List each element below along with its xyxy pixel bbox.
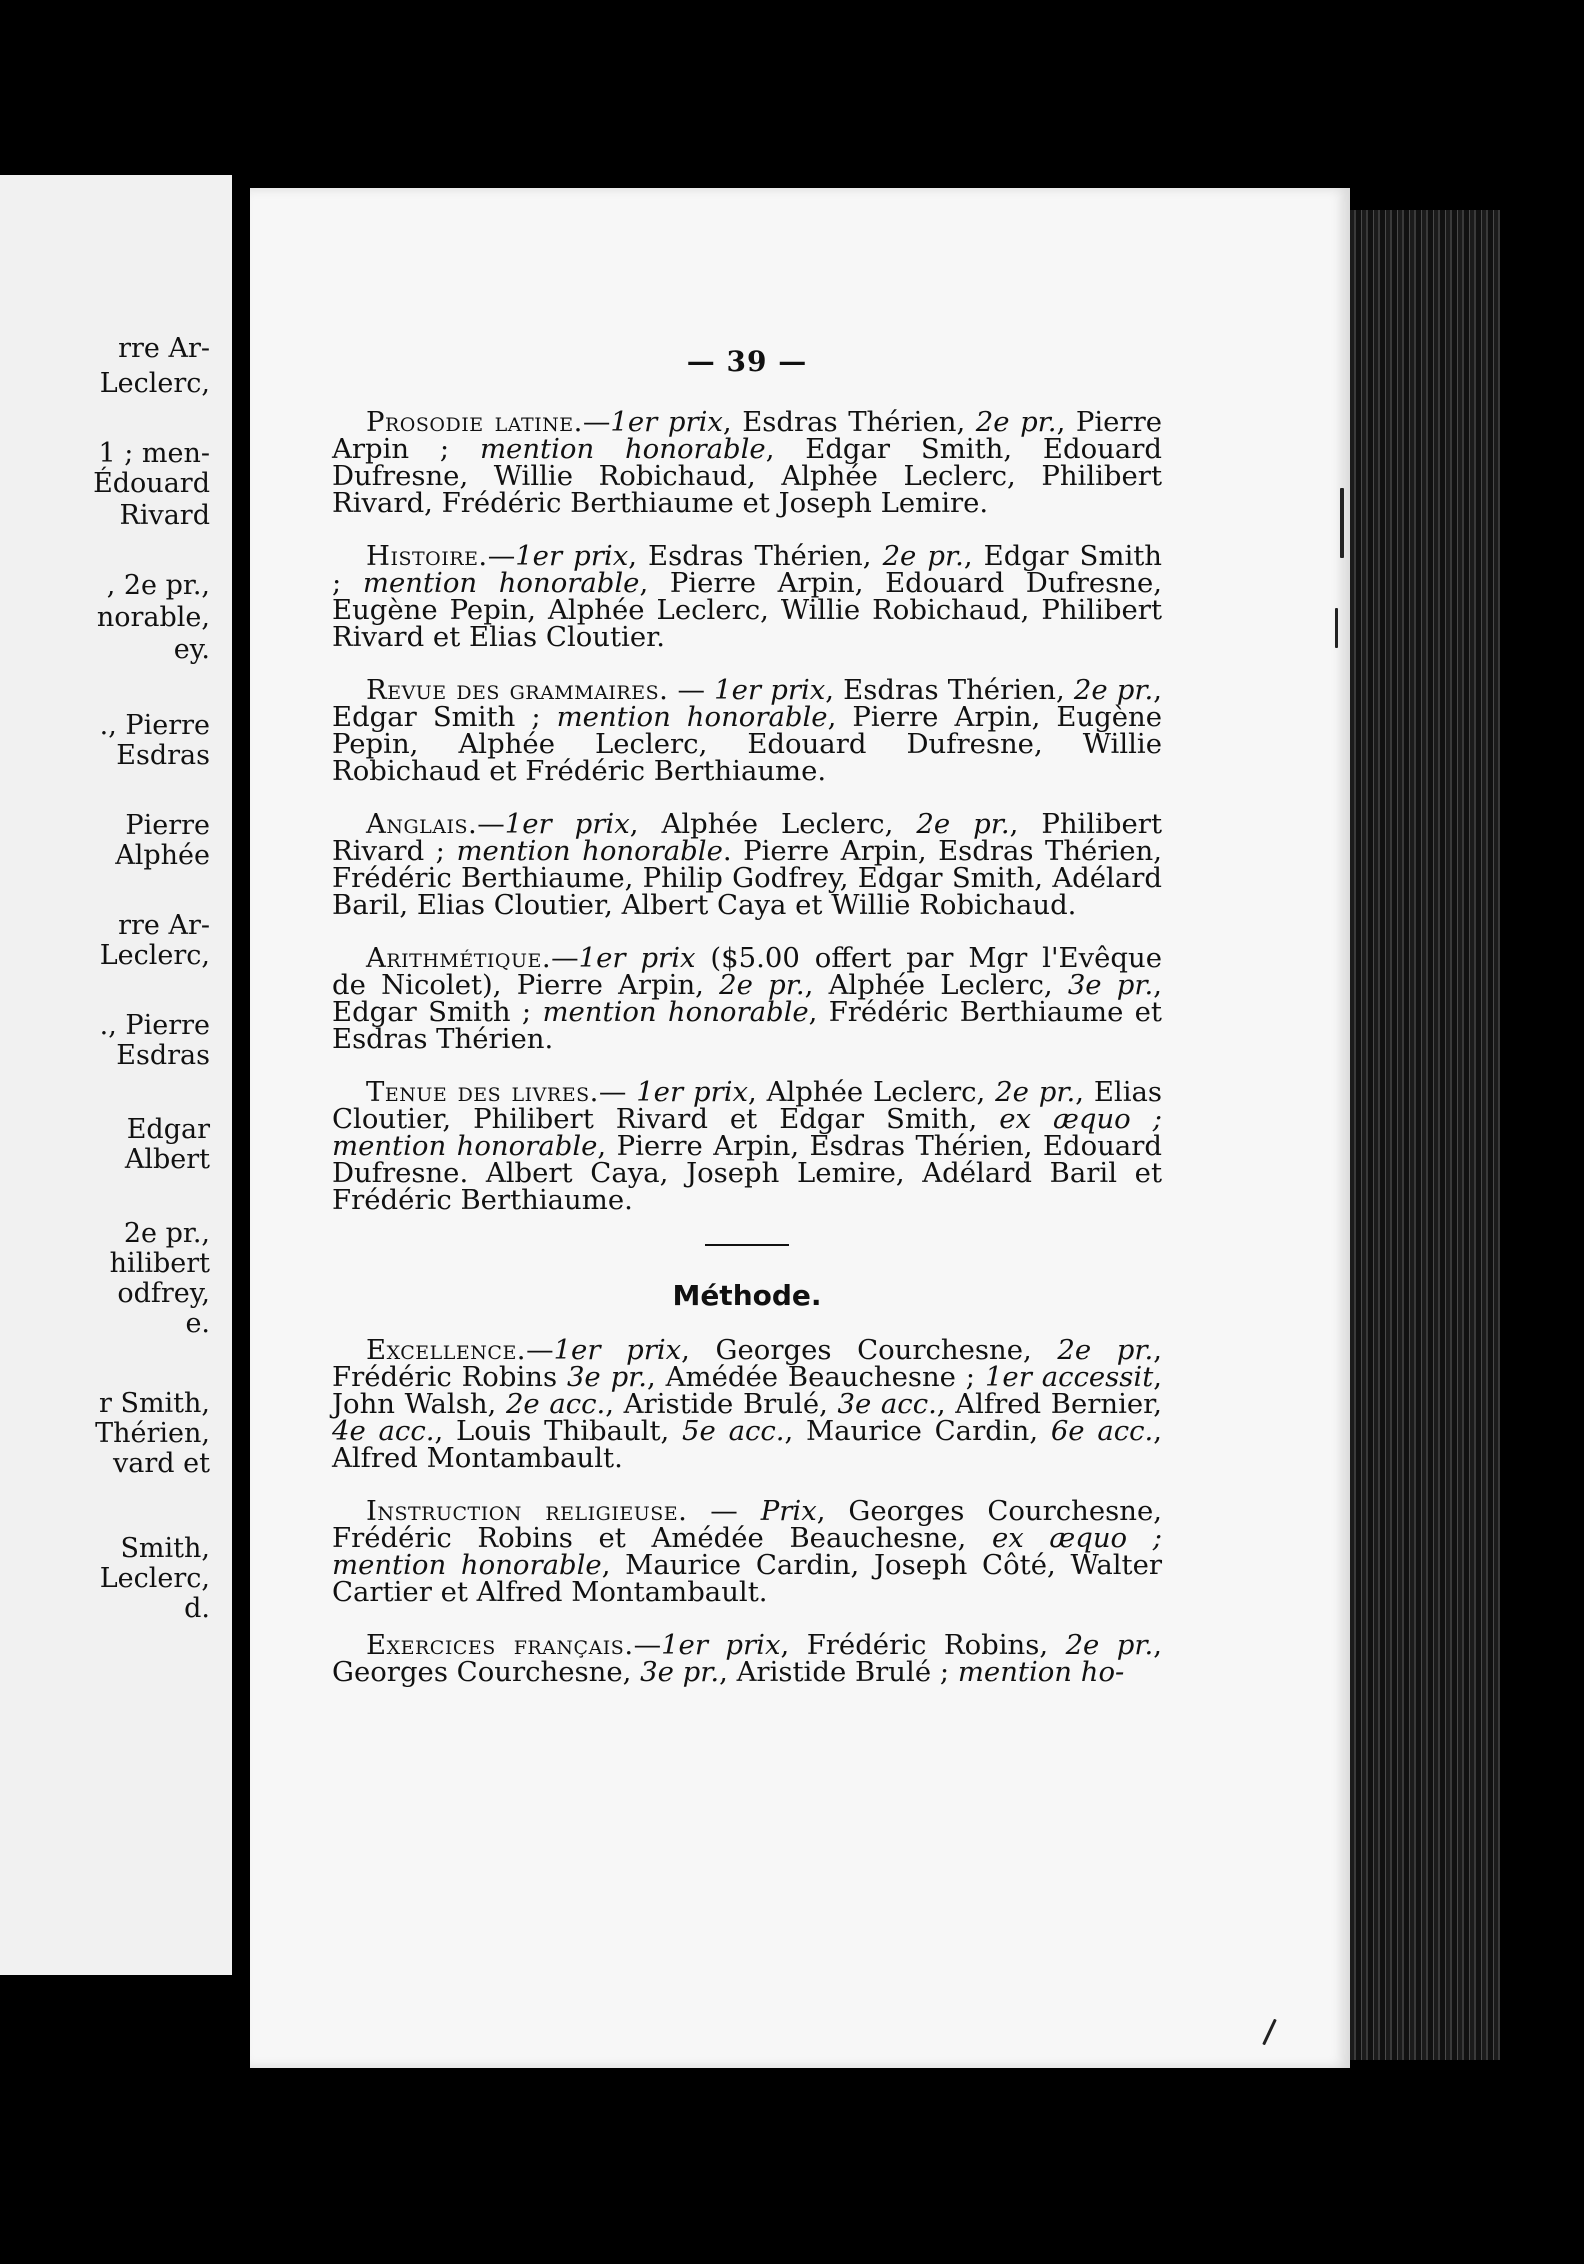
paragraph-text: , Pierre Arpin, Edouard Dufresne, Eugène Pepin, Alphée Leclerc, Willie Robichaud, Philibert Rivard et Elias Cloutier. (332, 567, 1163, 653)
left-page-text-fragment: Pierre (125, 810, 210, 841)
subject-heading: Histoire. (366, 540, 488, 572)
italic-text: 1er prix (714, 674, 826, 706)
paragraph-text: , Esdras Thérien, (722, 406, 976, 438)
subject-heading: Exercices français. (366, 1629, 634, 1661)
paragraph-text: — (487, 540, 516, 572)
paragraph-text: , Frédéric Robins, (780, 1629, 1066, 1661)
italic-text: mention honorable (542, 996, 809, 1028)
subject-heading: Excellence. (366, 1334, 527, 1366)
paragraph-text: , Maurice Cardin, Joseph Côté, Walter Cartier et Alfred Montambault. (332, 1549, 1163, 1608)
paragraph-text: — (526, 1334, 554, 1366)
paragraph-text: — (633, 1629, 662, 1661)
paragraph-text: , Maurice Cardin, (784, 1415, 1051, 1447)
page-number: — 39 — (686, 345, 808, 378)
italic-text: mention ho- (957, 1656, 1125, 1688)
paragraph-text: , Alfred Montambault. (332, 1415, 1163, 1474)
prize-paragraph (332, 540, 1163, 653)
italic-text: ex æquo ; mention honorable (332, 1522, 1162, 1581)
italic-text: 1er prix (504, 808, 630, 840)
scan-mark (1262, 2019, 1277, 2046)
italic-text: 3e pr. (566, 1361, 648, 1393)
italic-text: mention honorable (362, 567, 640, 599)
section-title: Méthode. (672, 1279, 822, 1312)
paragraph-text: ($5.00 offert par Mgr l'Evêque de Nicolet), Pierre Arpin, (332, 942, 1162, 1001)
italic-text: 2e pr. (1057, 1334, 1154, 1366)
paragraph-text: , Aristide Brulé, (605, 1388, 838, 1420)
italic-text: 2e acc. (505, 1388, 606, 1420)
italic-text: 1er prix (636, 1076, 749, 1108)
left-page-text-fragment: hilibert (109, 1248, 210, 1279)
left-page-text-fragment: Smith, (120, 1533, 210, 1564)
paragraph-text: , Alphée Leclerc, (629, 808, 917, 840)
italic-text: 2e pr. (882, 540, 964, 572)
italic-text: 3e acc. (837, 1388, 937, 1420)
paragraph-text: , Louis Thibault, (434, 1415, 683, 1447)
left-page-text-fragment: vard et (113, 1448, 210, 1479)
subject-heading: Revue des grammaires. (366, 674, 669, 706)
subject-heading: Prosodie latine. (366, 406, 583, 438)
italic-text: 2e pr. (1073, 674, 1154, 706)
left-page-text-fragment: norable, (96, 602, 210, 633)
paragraph-text: , Edgar Smith, Edouard Dufresne, Willie Robichaud, Alphée Leclerc, Philibert Rivard, Frédéric Berthiaume et Joseph Lemire. (332, 433, 1162, 519)
paragraph-text: , Georges Courchesne, (681, 1334, 1058, 1366)
left-page-text-fragment: , 2e pr., (106, 570, 210, 601)
page-text (332, 345, 1163, 1712)
paragraph-text: — (598, 1076, 637, 1108)
left-page-text-fragment: odfrey, (117, 1278, 210, 1309)
paragraph-text: — (582, 406, 611, 438)
left-page-text-fragment: Leclerc, (99, 1563, 210, 1594)
paragraph-text: , Georges Courchesne, (332, 1629, 1163, 1688)
paragraph-text: , Edgar Smith ; (332, 540, 1163, 599)
italic-text: 6e acc. (1050, 1415, 1154, 1447)
italic-text: mention honorable (556, 701, 828, 733)
italic-text: 2e pr. (719, 969, 805, 1001)
scan-mark (1340, 488, 1344, 558)
paragraph-text: , Philibert Rivard ; (332, 808, 1162, 867)
paragraph-text: . Pierre Arpin, Esdras Thérien, Frédéric Berthiaume, Philip Godfrey, Edgar Smith, Adélard Baril, Elias Cloutier, Albert Caya et Willie Robichaud. (332, 835, 1162, 921)
italic-text: 2e pr. (916, 808, 1010, 840)
paragraph-text: , Alphée Leclerc, (748, 1076, 996, 1108)
paragraph-text: , Edgar Smith ; (332, 969, 1163, 1028)
subject-heading: Tenue des livres. (366, 1076, 599, 1108)
paragraph-text: , Alfred Bernier, (936, 1388, 1163, 1420)
left-page-text-fragment: r Smith, (98, 1388, 210, 1419)
left-page-text-fragment: ey. (173, 634, 210, 665)
left-page-text-fragment: Esdras (116, 740, 210, 771)
italic-text: 2e pr. (975, 406, 1057, 438)
italic-text: 2e pr. (995, 1076, 1076, 1108)
left-page-text-fragment: ., Pierre (99, 710, 210, 741)
prize-paragraph (332, 808, 1162, 921)
prize-paragraph (332, 942, 1163, 1055)
paragraph-text: , Amédée Beauchesne ; (647, 1361, 985, 1393)
left-page-text-fragment: Leclerc, (99, 940, 210, 971)
subject-heading: Instruction religieuse. (366, 1495, 688, 1527)
prize-paragraph (332, 1334, 1163, 1474)
left-page-text-fragment: Alphée (115, 840, 210, 871)
italic-text: 1er accessit (984, 1361, 1154, 1393)
paragraph-text: , Frédéric Berthiaume et Esdras Thérien. (332, 996, 1162, 1055)
paragraph-text: , Frédéric Robins (332, 1334, 1162, 1393)
italic-text: 1er prix (553, 1334, 682, 1366)
prize-paragraph (332, 1076, 1163, 1216)
paragraph-text: , Alphée Leclerc, (804, 969, 1068, 1001)
left-page-text-fragment: rre Ar- (118, 910, 210, 941)
paragraph-text: , Pierre Arpin ; (332, 406, 1163, 465)
left-page-text-fragment: 2e pr., (123, 1218, 210, 1249)
prize-paragraph (332, 1495, 1163, 1608)
italic-text: 1er prix (578, 942, 696, 974)
prize-paragraph (332, 1629, 1163, 1688)
italic-text: 3e pr. (640, 1656, 720, 1688)
paragraph-text: — (551, 942, 579, 974)
left-page-text-fragment: Édouard (93, 468, 210, 499)
italic-text: 1er prix (661, 1629, 781, 1661)
italic-text: ex æquo ; mention honorable (332, 1103, 1162, 1162)
paragraph-text: , Elias Cloutier, Philibert Rivard et Edgar Smith, (332, 1076, 1163, 1135)
italic-text: 1er prix (515, 540, 629, 572)
prize-paragraph (332, 406, 1163, 519)
paragraph-text: , Esdras Thérien, (825, 674, 1074, 706)
subject-heading: Arithmétique. (366, 942, 552, 974)
section-divider (705, 1244, 789, 1246)
left-page-text-fragment: Rivard (119, 500, 210, 531)
left-page-text-fragment: rre Ar- (118, 333, 210, 364)
left-page-text-fragment: ., Pierre (99, 1010, 210, 1041)
book-page (250, 188, 1350, 2068)
previous-page-fragment (0, 175, 232, 1975)
left-page-text-fragment: e. (185, 1308, 210, 1339)
subject-heading: Anglais. (366, 808, 478, 840)
italic-text: Prix (760, 1495, 817, 1527)
left-page-text-fragment: 1 ; men- (98, 438, 210, 469)
paragraph-text: , Edgar Smith ; (332, 674, 1163, 733)
left-page-text-fragment: Esdras (116, 1040, 210, 1071)
book-binding (1350, 210, 1500, 2060)
paragraph-text: , Aristide Brulé ; (719, 1656, 958, 1688)
left-page-text-fragment: Edgar (126, 1114, 210, 1145)
prize-list-section-2 (332, 1334, 1163, 1688)
paragraph-text: , Pierre Arpin, Esdras Thérien, Edouard Dufresne. Albert Caya, Joseph Lemire, Adélard Baril et Frédéric Berthiaume. (332, 1130, 1163, 1216)
italic-text: 4e acc. (332, 1415, 435, 1447)
left-page-text-fragment: d. (184, 1593, 210, 1624)
italic-text: 1er prix (610, 406, 723, 438)
italic-text: 3e pr. (1067, 969, 1154, 1001)
paragraph-text: , Pierre Arpin, Eugène Pepin, Alphée Leclerc, Edouard Dufresne, Willie Robichaud et Frédéric Berthiaume. (332, 701, 1162, 787)
paragraph-text: , John Walsh, (332, 1361, 1163, 1420)
paragraph-text: — (477, 808, 505, 840)
prize-list-section-1 (332, 406, 1163, 1216)
paragraph-text: — (687, 1495, 761, 1527)
left-page-text-fragment: Leclerc, (99, 368, 210, 399)
paragraph-text: — (668, 674, 715, 706)
italic-text: mention honorable (479, 433, 766, 465)
scan-mark (1335, 608, 1338, 648)
italic-text: 5e acc. (682, 1415, 785, 1447)
prize-paragraph (332, 674, 1163, 787)
paragraph-text: , Esdras Thérien, (628, 540, 883, 572)
paragraph-text: , Georges Courchesne, Frédéric Robins et Amédée Beauchesne, (332, 1495, 1162, 1554)
italic-text: mention honorable (456, 835, 723, 867)
left-page-text-fragment: Albert (124, 1144, 210, 1175)
italic-text: 2e pr. (1065, 1629, 1154, 1661)
left-page-text-fragment: Thérien, (95, 1418, 210, 1449)
